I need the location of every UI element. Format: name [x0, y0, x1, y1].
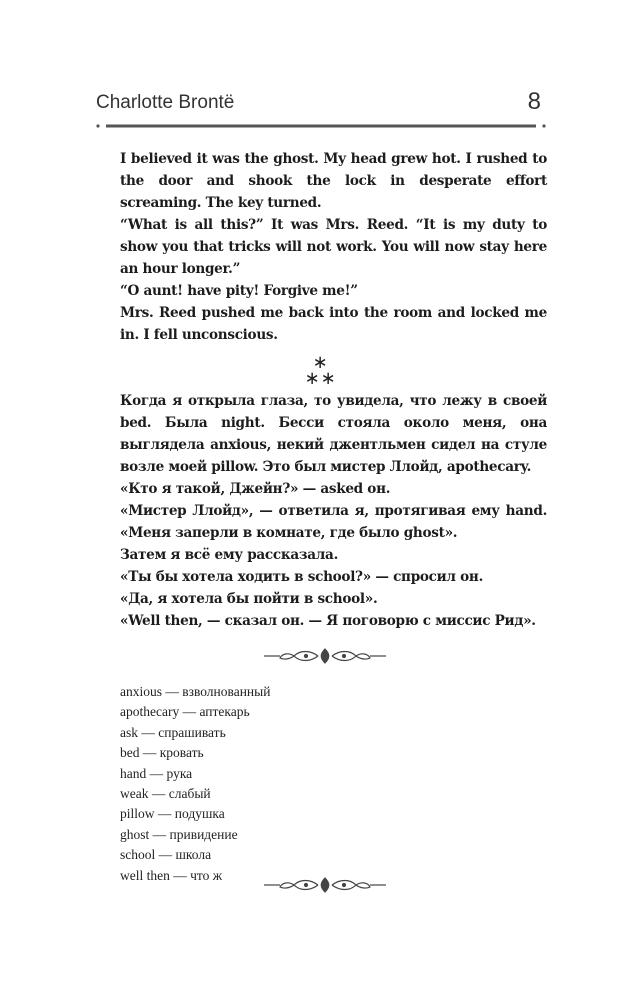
paragraph: Затем я всё ему рассказала. [120, 547, 338, 563]
paragraph: «Да, я хотела бы пойти в school». [120, 591, 378, 607]
vocab-item: school — школа [120, 847, 212, 863]
paragraph: I believed it was the ghost. My head grew hot. I rushed to the door and shook the lock in desperate effort screaming. The key turned. [120, 151, 547, 211]
vocab-item: weak — слабый [120, 786, 211, 802]
vocab-item: pillow — подушка [120, 806, 225, 822]
paragraph: «Кто я такой, Джейн?» — asked он. [120, 481, 391, 497]
svg-text:∗: ∗ [320, 368, 336, 388]
page-number: 8 [527, 88, 541, 115]
paragraph: «Мистер Ллойд», — ответила я, протягивая ему hand. «Меня заперли в комнате, где было ghost». [120, 503, 547, 541]
header-rule [96, 123, 546, 129]
author-name: Charlotte Brontë [96, 92, 235, 113]
asterism-divider [300, 352, 340, 388]
english-text [120, 148, 547, 346]
ornament-divider-top [260, 646, 390, 666]
vocab-item: bed — кровать [120, 745, 204, 761]
paragraph: “O aunt! have pity! Forgive me!” [120, 283, 358, 299]
ornament-divider-bottom [260, 875, 390, 895]
running-header [96, 88, 541, 122]
paragraph: Когда я открыла глаза, то увидела, что лежу в своей bed. Была night. Бесси стояла около меня, она выглядела anxious, некий джентльмен сидел на стуле возле моей pillow. Это был мистер Ллойд, apothecary. [120, 393, 547, 475]
vocab-item: anxious — взволнованный [120, 684, 271, 699]
paragraph: «Ты бы хотела ходить в school?» — спросил он. [120, 569, 483, 585]
vocabulary-list [120, 682, 420, 886]
vocab-item: apothecary — аптекарь [120, 704, 250, 720]
vocab-item: ask — спрашивать [120, 724, 226, 740]
vocab-item: well then — что ж [120, 867, 223, 883]
svg-text:∗: ∗ [304, 368, 320, 388]
svg-text:∗: ∗ [312, 352, 328, 373]
paragraph: “What is all this?” It was Mrs. Reed. “It is my duty to show you that tricks will not work. You will now stay here an hour longer.” [120, 217, 547, 277]
vocab-item: hand — рука [120, 765, 193, 781]
paragraph: Mrs. Reed pushed me back into the room and locked me in. I fell unconscious. [120, 305, 547, 343]
russian-text [120, 390, 547, 632]
paragraph: «Well then, — сказал он. — Я поговорю с миссис Рид». [120, 613, 536, 629]
vocab-item: ghost — привидение [120, 826, 238, 842]
